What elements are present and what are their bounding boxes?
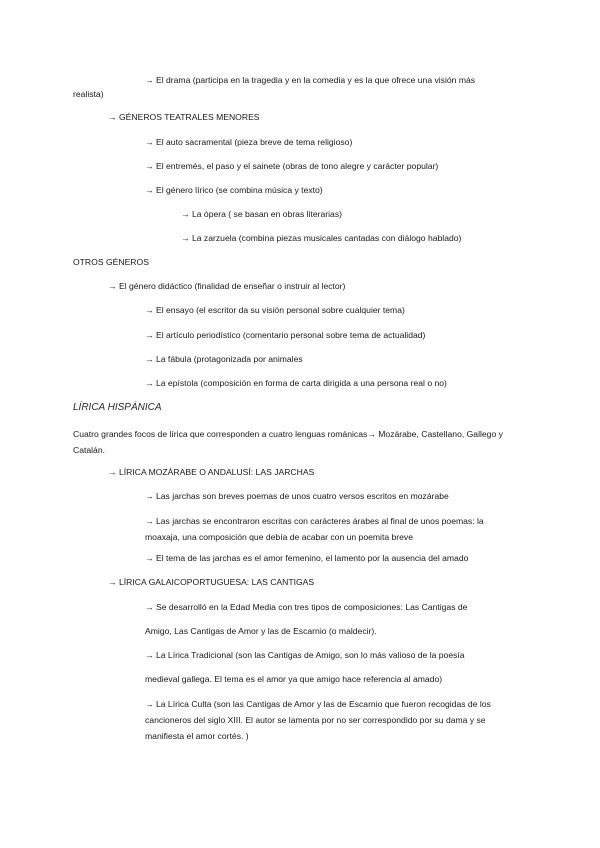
text-line: → El ensayo (el escritor da su visión personal sobre cualquier tema) bbox=[145, 305, 405, 315]
text-line: → La epístola (composición en forma de carta dirigida a una persona real o no) bbox=[145, 378, 447, 388]
text-line: → El entremés, el paso y el sainete (obras de tono alegre y carácter popular) bbox=[145, 161, 439, 171]
text-line: → La fábula (protagonizada por animales bbox=[145, 354, 303, 364]
text-line: → La Lírica Tradicional (son las Cantigas de Amigo, son lo más valioso de la poesía bbox=[145, 650, 465, 660]
text-paragraph: → La Lírica Culta (son las Cantigas de Amor y las de Escarnio que fueron recogidas de los cancioneros del siglo XIII. El autor se lamenta por no ser correspondido por su dama y se manifiesta el amor cortés. ) bbox=[145, 699, 491, 741]
text-line: → El drama (participa en la tragedia y en la comedia y es la que ofrece una visión más bbox=[145, 75, 476, 85]
section-heading: → LÍRICA MOZÁRABE O ANDALUSÍ: LAS JARCHAS bbox=[108, 467, 315, 477]
text-line: → Se desarrolló en la Edad Media con tres tipos de composiciones: Las Cantigas de bbox=[145, 602, 468, 612]
text-line: → El género lírico (se combina música y texto) bbox=[145, 185, 323, 195]
page-title: LÍRICA HISPÁNICA bbox=[73, 402, 162, 413]
text-line: → La ópera ( se basan en obras literarias) bbox=[181, 209, 342, 219]
text-line: → El género didáctico (finalidad de enseñar o instruir al lector) bbox=[108, 281, 346, 291]
text-paragraph: → Las jarchas se encontraron escritas con carácteres árabes al final de unos poemas: la moaxaja, una composición que debía de acabar con un poemita breve bbox=[145, 516, 484, 542]
intro-paragraph: Cuatro grandes focos de lírica que corresponden a cuatro lenguas románicas→ Mozárabe, Castellano, Gallego y Catalán. bbox=[73, 429, 503, 455]
text-line: → La zarzuela (combina piezas musicales cantadas con diálogo hablado) bbox=[181, 233, 462, 243]
section-heading: → GÉNEROS TEATRALES MENORES bbox=[108, 112, 260, 122]
text-line: → El auto sacramental (pieza breve de tema religioso) bbox=[145, 137, 353, 147]
text-line: medieval gallega. El tema es el amor ya que amigo hace referencia al amado) bbox=[145, 674, 443, 684]
text-line: realista) bbox=[73, 89, 104, 99]
text-line: → El artículo periodístico (comentario personal sobre tema de actualidad) bbox=[145, 330, 426, 340]
section-heading: OTROS GÉNEROS bbox=[73, 257, 149, 267]
text-line: → El tema de las jarchas es el amor femenino, el lamento por la ausencia del amado bbox=[145, 553, 469, 563]
text-line: Amigo, Las Cantigas de Amor y las de Escarnio (o maldecir). bbox=[145, 626, 377, 636]
section-heading: → LÍRICA GALAICOPORTUGUESA: LAS CANTIGAS bbox=[108, 577, 315, 587]
text-line: → Las jarchas son breves poemas de unos cuatro versos escritos en mozárabe bbox=[145, 491, 449, 501]
